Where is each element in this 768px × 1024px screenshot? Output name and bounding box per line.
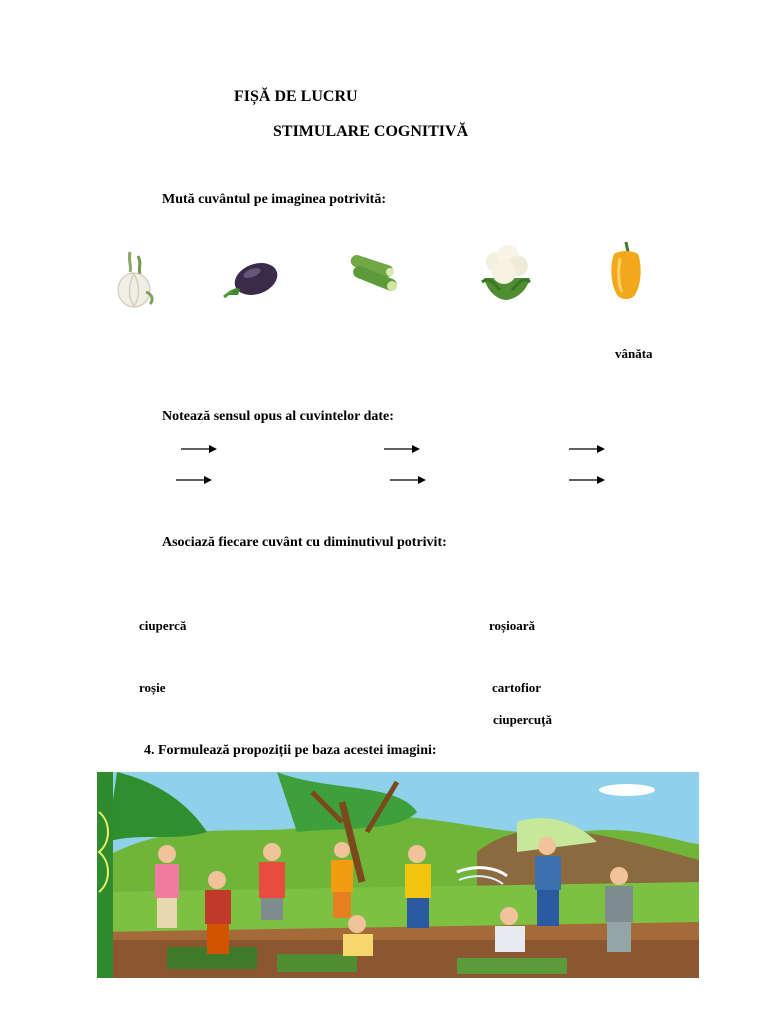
arrow-icon [181, 444, 217, 454]
exercise-2-instruction: Notează sensul opus al cuvintelor date: [162, 409, 394, 424]
word-right-cartofior[interactable]: cartofior [492, 680, 542, 695]
eggplant-icon[interactable] [222, 255, 282, 305]
word-right-rosioara[interactable]: roșioară [489, 618, 535, 633]
word-left-rosie[interactable]: roșie [139, 680, 166, 695]
exercise-3-instruction: Asociază fiecare cuvânt cu diminutivul potrivit: [162, 535, 447, 550]
arrow-icon [384, 444, 420, 454]
word-right-ciupercuta[interactable]: ciupercuță [493, 712, 552, 727]
exercise-4-instruction: 4. Formulează propoziții pe baza acestei imagini: [144, 743, 437, 758]
arrow-icon [176, 475, 212, 485]
cauliflower-icon[interactable] [478, 238, 534, 304]
word-left-ciuperca[interactable]: ciupercă [139, 618, 187, 633]
word-card-vanata[interactable]: vânăta [615, 346, 653, 361]
exercise-1-instruction: Mută cuvântul pe imaginea potrivită: [162, 192, 386, 207]
garlic-icon[interactable] [108, 248, 158, 312]
bell-pepper-icon[interactable] [606, 240, 646, 300]
garden-workers-illustration [97, 772, 699, 978]
arrow-icon [390, 475, 426, 485]
zucchini-icon[interactable] [346, 252, 402, 296]
page-title: FIȘĂ DE LUCRU [234, 88, 358, 105]
arrow-icon [569, 475, 605, 485]
page-subtitle: STIMULARE COGNITIVĂ [273, 123, 469, 140]
arrow-icon [569, 444, 605, 454]
